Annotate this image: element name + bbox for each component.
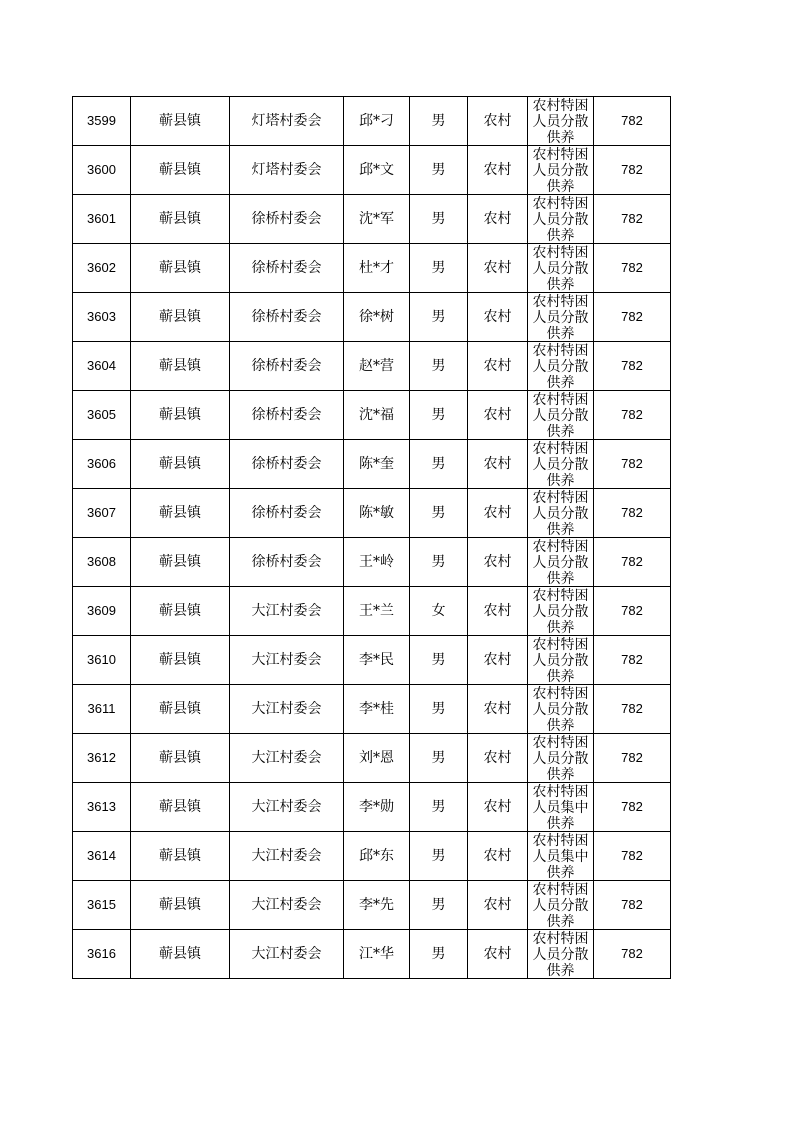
- support-category-text: 农村特困人员分散供养: [532, 441, 589, 488]
- cell-support-category: [528, 97, 594, 146]
- support-category-text: 农村特困人员分散供养: [532, 588, 589, 635]
- cell-town: 蕲县镇: [131, 195, 230, 244]
- cell-area-type: 农村: [468, 783, 528, 832]
- cell-gender: 男: [410, 489, 468, 538]
- cell-village-committee: 大江村委会: [230, 587, 344, 636]
- cell-village-committee: 大江村委会: [230, 685, 344, 734]
- cell-town: 蕲县镇: [131, 538, 230, 587]
- support-category-text: 农村特困人员分散供养: [532, 882, 589, 929]
- cell-amount: 782: [594, 244, 671, 293]
- cell-gender: 男: [410, 636, 468, 685]
- cell-village-committee: 徐桥村委会: [230, 244, 344, 293]
- support-category-text: 农村特困人员分散供养: [532, 392, 589, 439]
- table-row: [73, 97, 671, 146]
- cell-area-type: 农村: [468, 146, 528, 195]
- cell-village-committee: 徐桥村委会: [230, 489, 344, 538]
- cell-support-category: [528, 244, 594, 293]
- cell-village-committee: 大江村委会: [230, 832, 344, 881]
- cell-person-name: 赵*营: [344, 342, 410, 391]
- cell-amount: 782: [594, 342, 671, 391]
- cell-town: 蕲县镇: [131, 489, 230, 538]
- cell-support-category: [528, 146, 594, 195]
- table-row: [73, 391, 671, 440]
- table-row: [73, 685, 671, 734]
- cell-village-committee: 大江村委会: [230, 636, 344, 685]
- cell-town: 蕲县镇: [131, 881, 230, 930]
- cell-town: 蕲县镇: [131, 244, 230, 293]
- cell-amount: 782: [594, 440, 671, 489]
- support-category-text: 农村特困人员分散供养: [532, 343, 589, 390]
- cell-area-type: 农村: [468, 195, 528, 244]
- table-row: [73, 930, 671, 979]
- cell-person-name: 杜*才: [344, 244, 410, 293]
- support-category-text: 农村特困人员分散供养: [532, 147, 589, 194]
- cell-person-name: 李*民: [344, 636, 410, 685]
- cell-amount: 782: [594, 881, 671, 930]
- cell-village-committee: 徐桥村委会: [230, 195, 344, 244]
- table-row: [73, 832, 671, 881]
- cell-amount: 782: [594, 636, 671, 685]
- cell-town: 蕲县镇: [131, 832, 230, 881]
- cell-person-name: 陈*奎: [344, 440, 410, 489]
- cell-amount: 782: [594, 930, 671, 979]
- records-table: [72, 96, 671, 979]
- cell-serial-number: 3616: [73, 930, 131, 979]
- table-row: [73, 195, 671, 244]
- cell-town: 蕲县镇: [131, 734, 230, 783]
- cell-support-category: [528, 440, 594, 489]
- cell-serial-number: 3599: [73, 97, 131, 146]
- cell-serial-number: 3601: [73, 195, 131, 244]
- cell-town: 蕲县镇: [131, 342, 230, 391]
- cell-person-name: 徐*树: [344, 293, 410, 342]
- cell-amount: 782: [594, 97, 671, 146]
- cell-town: 蕲县镇: [131, 146, 230, 195]
- cell-area-type: 农村: [468, 832, 528, 881]
- cell-support-category: [528, 783, 594, 832]
- cell-town: 蕲县镇: [131, 930, 230, 979]
- cell-area-type: 农村: [468, 342, 528, 391]
- cell-town: 蕲县镇: [131, 587, 230, 636]
- support-category-text: 农村特困人员分散供养: [532, 490, 589, 537]
- cell-amount: 782: [594, 538, 671, 587]
- cell-serial-number: 3610: [73, 636, 131, 685]
- cell-village-committee: 灯塔村委会: [230, 97, 344, 146]
- table-row: [73, 636, 671, 685]
- cell-person-name: 陈*敏: [344, 489, 410, 538]
- cell-gender: 男: [410, 783, 468, 832]
- support-category-text: 农村特困人员分散供养: [532, 735, 589, 782]
- cell-gender: 男: [410, 538, 468, 587]
- cell-area-type: 农村: [468, 538, 528, 587]
- cell-person-name: 邱*刁: [344, 97, 410, 146]
- table-row: [73, 146, 671, 195]
- cell-area-type: 农村: [468, 244, 528, 293]
- cell-village-committee: 大江村委会: [230, 930, 344, 979]
- cell-area-type: 农村: [468, 685, 528, 734]
- cell-amount: 782: [594, 293, 671, 342]
- cell-gender: 男: [410, 734, 468, 783]
- cell-gender: 男: [410, 440, 468, 489]
- cell-serial-number: 3602: [73, 244, 131, 293]
- cell-support-category: [528, 930, 594, 979]
- cell-village-committee: 大江村委会: [230, 783, 344, 832]
- support-category-text: 农村特困人员分散供养: [532, 686, 589, 733]
- cell-person-name: 王*兰: [344, 587, 410, 636]
- cell-support-category: [528, 832, 594, 881]
- cell-amount: 782: [594, 146, 671, 195]
- cell-serial-number: 3604: [73, 342, 131, 391]
- cell-support-category: [528, 636, 594, 685]
- cell-village-committee: 灯塔村委会: [230, 146, 344, 195]
- cell-gender: 男: [410, 391, 468, 440]
- cell-town: 蕲县镇: [131, 685, 230, 734]
- cell-serial-number: 3614: [73, 832, 131, 881]
- support-category-text: 农村特困人员分散供养: [532, 539, 589, 586]
- cell-support-category: [528, 293, 594, 342]
- cell-gender: 男: [410, 930, 468, 979]
- cell-serial-number: 3607: [73, 489, 131, 538]
- cell-support-category: [528, 391, 594, 440]
- cell-amount: 782: [594, 489, 671, 538]
- cell-area-type: 农村: [468, 881, 528, 930]
- cell-town: 蕲县镇: [131, 391, 230, 440]
- table-row: [73, 293, 671, 342]
- cell-person-name: 沈*福: [344, 391, 410, 440]
- cell-area-type: 农村: [468, 587, 528, 636]
- table-row: [73, 587, 671, 636]
- table-row: [73, 244, 671, 293]
- cell-person-name: 刘*恩: [344, 734, 410, 783]
- support-category-text: 农村特困人员分散供养: [532, 294, 589, 341]
- cell-amount: 782: [594, 783, 671, 832]
- cell-person-name: 李*先: [344, 881, 410, 930]
- cell-gender: 男: [410, 195, 468, 244]
- support-category-text: 农村特困人员集中供养: [532, 784, 589, 831]
- cell-support-category: [528, 685, 594, 734]
- cell-village-committee: 大江村委会: [230, 881, 344, 930]
- cell-serial-number: 3609: [73, 587, 131, 636]
- cell-serial-number: 3615: [73, 881, 131, 930]
- cell-serial-number: 3606: [73, 440, 131, 489]
- support-category-text: 农村特困人员分散供养: [532, 931, 589, 978]
- table-row: [73, 538, 671, 587]
- cell-gender: 男: [410, 832, 468, 881]
- cell-serial-number: 3608: [73, 538, 131, 587]
- cell-serial-number: 3613: [73, 783, 131, 832]
- records-table-body: [73, 97, 671, 979]
- support-category-text: 农村特困人员集中供养: [532, 833, 589, 880]
- cell-area-type: 农村: [468, 440, 528, 489]
- cell-person-name: 邱*文: [344, 146, 410, 195]
- cell-support-category: [528, 587, 594, 636]
- table-row: [73, 734, 671, 783]
- cell-amount: 782: [594, 195, 671, 244]
- support-category-text: 农村特困人员分散供养: [532, 637, 589, 684]
- cell-amount: 782: [594, 832, 671, 881]
- table-row: [73, 440, 671, 489]
- cell-serial-number: 3605: [73, 391, 131, 440]
- cell-village-committee: 徐桥村委会: [230, 538, 344, 587]
- cell-amount: 782: [594, 391, 671, 440]
- cell-town: 蕲县镇: [131, 636, 230, 685]
- support-category-text: 农村特困人员分散供养: [532, 98, 589, 145]
- cell-area-type: 农村: [468, 97, 528, 146]
- cell-town: 蕲县镇: [131, 440, 230, 489]
- cell-village-committee: 徐桥村委会: [230, 342, 344, 391]
- cell-gender: 男: [410, 293, 468, 342]
- cell-village-committee: 徐桥村委会: [230, 293, 344, 342]
- cell-person-name: 王*岭: [344, 538, 410, 587]
- table-row: [73, 783, 671, 832]
- table-row: [73, 489, 671, 538]
- cell-area-type: 农村: [468, 489, 528, 538]
- cell-support-category: [528, 881, 594, 930]
- cell-town: 蕲县镇: [131, 97, 230, 146]
- cell-area-type: 农村: [468, 293, 528, 342]
- support-category-text: 农村特困人员分散供养: [532, 245, 589, 292]
- cell-support-category: [528, 734, 594, 783]
- cell-gender: 男: [410, 881, 468, 930]
- cell-serial-number: 3611: [73, 685, 131, 734]
- cell-gender: 男: [410, 685, 468, 734]
- cell-amount: 782: [594, 587, 671, 636]
- cell-support-category: [528, 342, 594, 391]
- cell-gender: 男: [410, 342, 468, 391]
- cell-area-type: 农村: [468, 930, 528, 979]
- cell-person-name: 江*华: [344, 930, 410, 979]
- support-category-text: 农村特困人员分散供养: [532, 196, 589, 243]
- cell-serial-number: 3603: [73, 293, 131, 342]
- cell-support-category: [528, 195, 594, 244]
- cell-serial-number: 3612: [73, 734, 131, 783]
- cell-amount: 782: [594, 685, 671, 734]
- cell-village-committee: 徐桥村委会: [230, 440, 344, 489]
- cell-village-committee: 大江村委会: [230, 734, 344, 783]
- cell-area-type: 农村: [468, 391, 528, 440]
- cell-amount: 782: [594, 734, 671, 783]
- cell-person-name: 沈*军: [344, 195, 410, 244]
- cell-gender: 男: [410, 97, 468, 146]
- cell-village-committee: 徐桥村委会: [230, 391, 344, 440]
- cell-gender: 女: [410, 587, 468, 636]
- cell-person-name: 李*勋: [344, 783, 410, 832]
- cell-gender: 男: [410, 146, 468, 195]
- cell-town: 蕲县镇: [131, 783, 230, 832]
- cell-person-name: 李*桂: [344, 685, 410, 734]
- cell-serial-number: 3600: [73, 146, 131, 195]
- cell-area-type: 农村: [468, 636, 528, 685]
- cell-area-type: 农村: [468, 734, 528, 783]
- cell-gender: 男: [410, 244, 468, 293]
- cell-town: 蕲县镇: [131, 293, 230, 342]
- cell-support-category: [528, 538, 594, 587]
- table-row: [73, 881, 671, 930]
- table-row: [73, 342, 671, 391]
- cell-support-category: [528, 489, 594, 538]
- cell-person-name: 邱*东: [344, 832, 410, 881]
